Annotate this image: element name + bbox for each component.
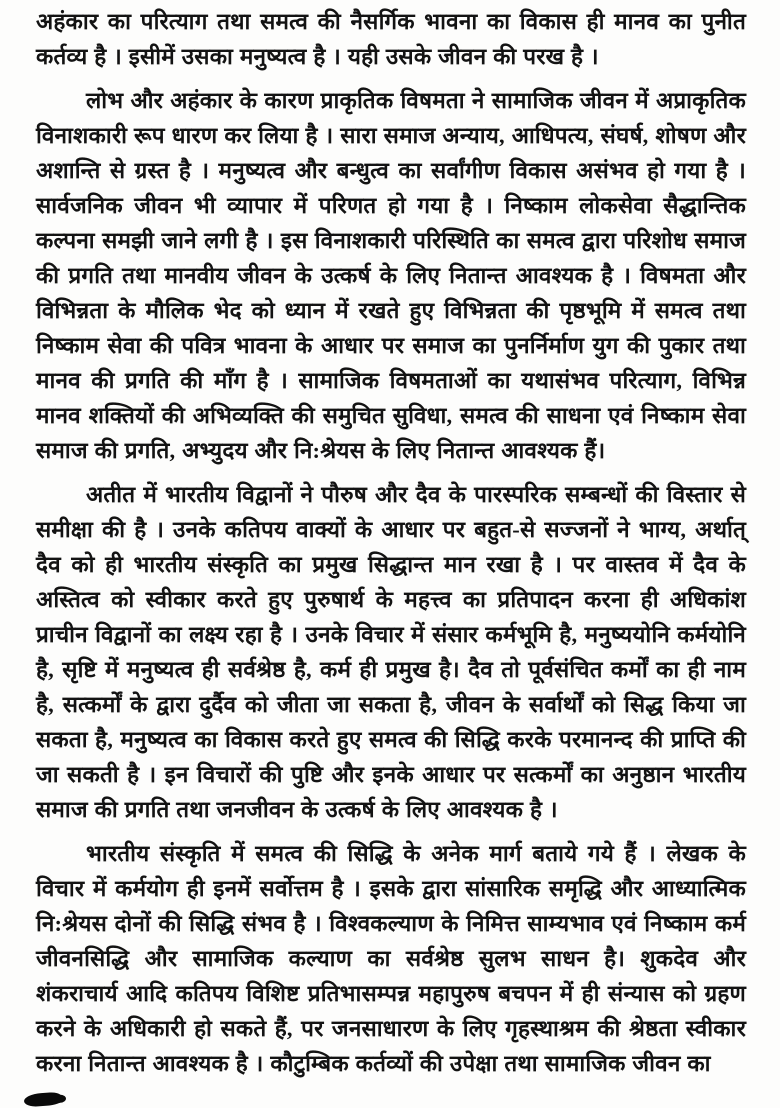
paragraph-2: लोभ और अहंकार के कारण प्राकृतिक विषमता ने सामाजिक जीवन में अप्राकृतिक विनाशकारी रूप धारण कर लिया है । सारा समाज अन्याय, आधिपत्य, संघर्ष, शोषण और अशान्ति से ग्रस्त है । मनुष्यत्व और बन्धुत्व का सर्वांगीण विकास असंभव हो गया है । सार्वजनिक जीवन भी व्यापार में परिणत हो गया है । निष्काम लोकसेवा सैद्धान्तिक कल्पना समझी जाने लगी है । इस विनाशकारी परिस्थिति का समत्व द्वारा परिशोध समाज की प्रगति तथा मानवीय जीवन के उत्कर्ष के लिए नितान्त आवश्यक है । विषमता और विभिन्नता के मौलिक भेद को ध्यान में रखते हुए विभिन्नता की पृष्ठभूमि में समत्व तथा निष्काम सेवा की पवित्र भावना के आधार पर समाज का पुनर्निर्माण युग की पुकार तथा मानव की प्रगति की माँग है । सामाजिक विषमताओं का यथासंभव परित्याग, विभिन्न मानव शक्तियों की अभिव्यक्ति की समुचित सुविधा, समत्व की साधना एवं निष्काम सेवा समाज की प्रगति, अभ्युदय और नि:श्रेयस के लिए नितान्त आवश्यक हैं। bbox=[36, 88, 746, 463]
ink-smudge bbox=[24, 1092, 63, 1108]
paragraph-1: अहंकार का परित्याग तथा समत्व की नैसर्गिक भावना का विकास ही मानव का पुनीत कर्तव्य है । इसीमें उसका मनुष्यत्व है । यही उसके जीवन की परख है । bbox=[36, 9, 746, 69]
paragraph-4: भारतीय संस्कृति में समत्व की सिद्धि के अनेक मार्ग बताये गये हैं । लेखक के विचार में कर्मयोग ही इनमें सर्वोत्तम है । इसके द्वारा सांसारिक समृद्धि और आध्यात्मिक नि:श्रेयस दोनों की सिद्धि संभव है । विश्वकल्याण के निमित्त साम्यभाव एवं निष्काम कर्म जीवनसिद्धि और सामाजिक कल्याण का सर्वश्रेष्ठ सुलभ साधन है। शुकदेव और शंकराचार्य आदि कतिपय विशिष्ट प्रतिभासम्पन्न महापुरुष बचपन में ही संन्यास को ग्रहण करने के अधिकारी हो सकते हैं, पर जनसाधारण के लिए गृहस्थाश्रम की श्रेष्ठता स्वीकार करना नितान्त आवश्यक है । कौटुम्बिक कर्तव्यों की उपेक्षा तथा सामाजिक जीवन का bbox=[36, 841, 746, 1076]
paragraph-3: अतीत में भारतीय विद्वानों ने पौरुष और दैव के पारस्परिक सम्बन्धों की विस्तार से समीक्षा की है । उनके कतिपय वाक्यों के आधार पर बहुत-से सज्जनों ने भाग्य, अर्थात् दैव को ही भारतीय संस्कृति का प्रमुख सिद्धान्त मान रखा है । पर वास्तव में दैव के अस्तित्व को स्वीकार करते हुए पुरुषार्थ के महत्त्व का प्रतिपादन करना ही अधिकांश प्राचीन विद्वानों का लक्ष्य रहा है । उनके विचार में संसार कर्मभूमि है, मनुष्ययोनि कर्मयोनि है, सृष्टि में मनुष्यत्व ही सर्वश्रेष्ठ है, कर्म ही प्रमुख है। दैव तो पूर्वसंचित कर्मों का ही नाम है, सत्कर्मों के द्वारा दुर्दैव को जीता जा सकता है, जीवन के सर्वार्थों को सिद्ध किया जा सकता है, मनुष्यत्व का विकास करते हुए समत्व की सिद्धि करके परमानन्द की प्राप्ति की जा सकती है । इन विचारों की पुष्टि और इनके आधार पर सत्कर्मों का अनुष्ठान भारतीय समाज की प्रगति तथा जनजीवन के उत्कर्ष के लिए आवश्यक है । bbox=[36, 482, 746, 822]
